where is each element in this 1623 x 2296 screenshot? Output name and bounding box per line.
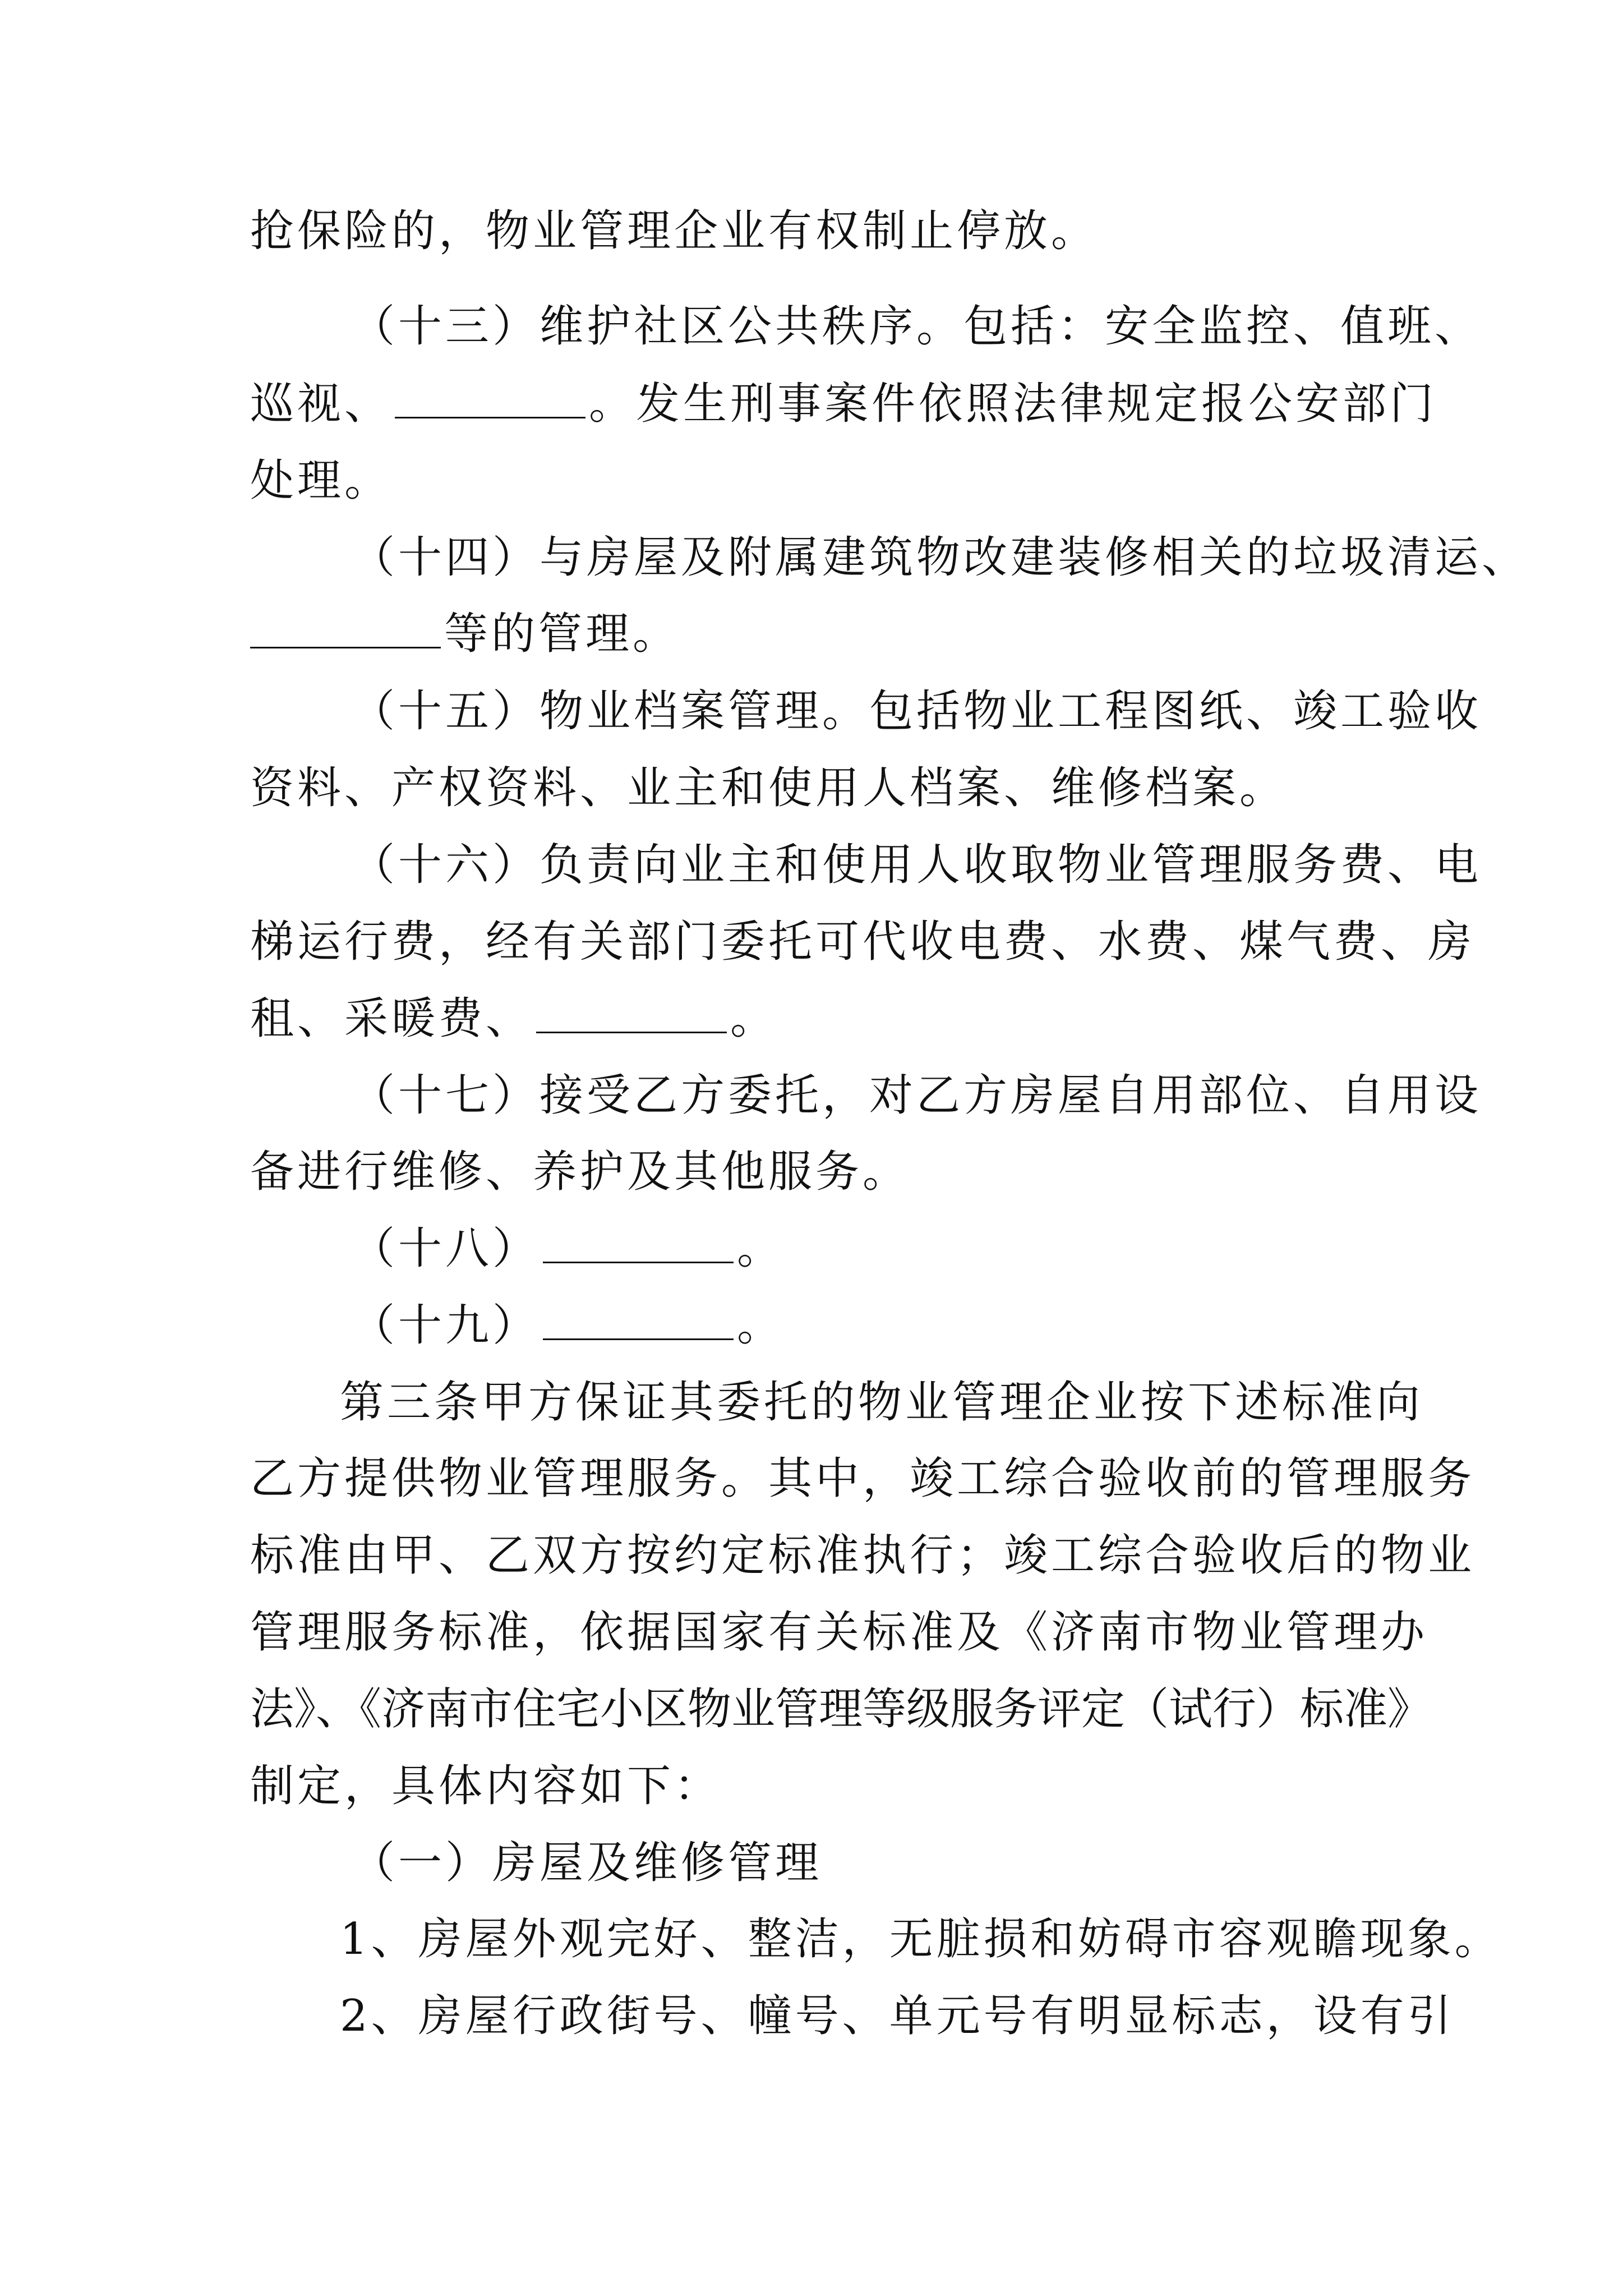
text-line [250,447,391,514]
line-text: （十三）维护社区公共秩序。包括：安全监控、值班、 [351,301,1482,352]
line-text: 。发生刑事案件依照法律规定报公安部门 [589,379,1437,429]
line-text: 梯运行费，经有关部门委托可代收电费、水费、煤气费、房 [250,917,1476,967]
text-line [351,1829,822,1897]
line-text: 管理服务标准，依据国家有关标准及《济南市物业管理办 [250,1607,1428,1658]
text-line [250,1445,1475,1512]
fill-in-blank[interactable] [543,1299,734,1340]
line-text: 巡视、 [250,379,392,429]
text-line [250,908,1475,976]
line-text: 。 [730,993,778,1044]
fill-in-blank[interactable] [395,378,585,418]
text-line [351,293,1482,360]
text-line [351,831,1482,899]
line-text: 法》、《济南市住宅小区物业管理等级服务评定（试行）标准》 [250,1684,1432,1734]
fill-in-blank[interactable] [543,1222,734,1263]
line-text: （十七）接受乙方委托，对乙方房屋自用部位、自用设 [351,1070,1482,1121]
line-text: （十五）物业档案管理。包括物业工程图纸、竣工验收 [351,686,1482,737]
text-line [340,1369,1423,1436]
text-line [340,1906,1502,1973]
line-text: （十八） [351,1223,540,1274]
text-line [250,754,1287,822]
text-line [351,524,1529,591]
fill-in-blank[interactable] [536,992,727,1033]
text-line [250,1522,1475,1589]
line-text: 制定，具体内容如下： [250,1761,722,1811]
text-line [250,985,777,1052]
line-text: （十九） [351,1300,540,1351]
line-text: 2、房屋行政街号、幢号、单元号有明显标志，设有引 [340,1991,1455,2041]
fill-in-blank[interactable] [250,608,441,648]
text-line [250,1138,910,1205]
line-text: 备进行维修、养护及其他服务。 [250,1147,910,1197]
text-line [250,1599,1428,1666]
line-text: （一）房屋及维修管理 [351,1838,823,1888]
text-line [351,1062,1482,1129]
line-text: 乙方提供物业管理服务。其中，竣工综合验收前的管理服务 [250,1453,1476,1504]
line-text: 第三条甲方保证其委托的物业管理企业按下述标准向 [340,1377,1424,1428]
text-line [351,1215,784,1282]
line-text: 租、采暖费、 [250,993,533,1044]
text-line [250,600,680,668]
line-text: （十四）与房屋及附属建筑物改建装修相关的垃圾清运、 [351,532,1529,583]
line-text: （十六）负责向业主和使用人收取物业管理服务费、电 [351,840,1482,890]
text-line [340,1982,1455,2050]
line-text: 资料、产权资料、业主和使用人档案、维修档案。 [250,763,1287,813]
text-line [351,678,1482,745]
line-text: 。 [737,1223,785,1274]
line-text: 处理。 [250,455,392,506]
line-text: 1、房屋外观完好、整洁，无脏损和妨碍市容观瞻现象。 [340,1914,1502,1964]
text-line [351,1292,784,1359]
line-text: 标准由甲、乙双方按约定标准执行；竣工综合验收后的物业 [250,1530,1476,1581]
text-line [250,197,1098,265]
line-text: 等的管理。 [444,609,680,659]
text-line [250,1676,1431,1743]
line-text: 抢保险的，物业管理企业有权制止停放。 [250,206,1099,256]
text-line [250,370,1437,438]
line-text: 。 [737,1300,785,1351]
text-line [250,1752,721,1820]
